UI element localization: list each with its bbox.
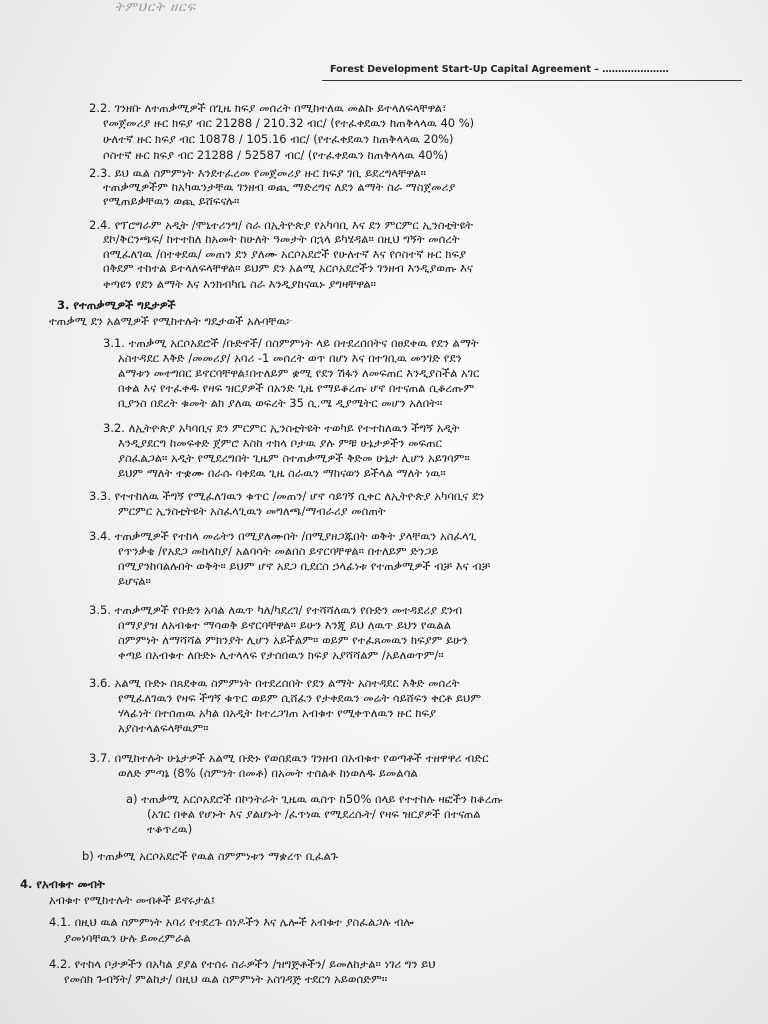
text-line: እንዲያደርግ ከመፍቀድ ጀምሮ እስከ ተክላ ቦታዉ ያሉ ምቹ ሁኔታዎችን መፍጠር	[118, 436, 443, 450]
text-line: የሚጠይቃቸዉን ወጪ ይሸፍናሉ።	[103, 194, 240, 208]
text-line: ደኮ/ቅርንጫፍ/ ከተተከለ ከአመት ከሁለት ዓመታት በኋላ ይካሄዳል። በዚህ ግኝት መሰረት	[103, 232, 460, 246]
text-line: 4. የአብቁተ መብት	[20, 877, 105, 891]
header-rule	[322, 80, 742, 81]
text-line: በቅደም ተከተል ይተላለፍላቸዋል። ይህም ደን አልሚ አርሶአደሮችን ገንዘብ እንዲያወጡ እና	[103, 261, 474, 275]
text-line: ቀጣዩን የደን ልማት እና እንክብካቤ ስራ እንዲያከናዉኑ ያግዛቸዋል።	[103, 277, 377, 291]
text-line: አስተዳደር እቅድ /መመሪያ/ አባሪ -1 መሰረት ወጥ በሆነ እና በተገቢዉ መንገድ የደን	[118, 351, 462, 365]
text-line: በማያያዝ ለአብቁተ ማሳወቅ ይኖርባቸዋል። ይሁን እንጂ ይህ ለዉጥ ይህን የዉልል	[118, 618, 452, 632]
text-line: a) ተጠቃሚ አርሶአደሮች በኮንትራት ጊዜዉ ዉስጥ ከ50% በላይ የተተከሉ ዛፎችን ከቆረጡ	[126, 792, 503, 806]
handwritten-scribble: ትምህርት ዘርፍ	[115, 0, 197, 15]
text-line: 4.1. በዚህ ዉል ስምምነት አባሪ የተደረጉ ሰነዶችን እና ሌሎች አብቁተ ያስፈልጋሉ ብሎ	[49, 915, 414, 929]
text-line: ቀጣይ በአብቁተ ለቡድኑ ሊተላላፍ የታሰበዉን ክፍያ አያሻሻልም /አይለወጥም/።	[118, 648, 444, 662]
text-line: 4.2. የተከላ ቦታዎችን በአካል ያያል የተሰሩ ስራዎችን /ዝግጅቶችን/ ይመለከታል። ነገሪ ግን ይህ	[49, 957, 436, 971]
text-line: 3. የተጠቃሚዎች ግዴታዎች	[57, 298, 176, 312]
text-line: ተጠቃሚዎችም ከአካዉንታቸዉ ገንዘብ ወጪ ማድረግና ለደን ልማት ስራ ማስጀመሪያ	[103, 180, 456, 194]
text-line: በቀል እና የተፈቀዱ የዛፍ ዝርያዎች በአንድ ጊዜ የማይቆረጡ ሆኖ በተናጠል ሲቆረጡም	[118, 381, 475, 395]
text-line: የመጀመሪያ ዙር ክፍያ ብር 21288 / 210.32 ብር/ (የተፈቀደዉን ከጠቅላላዉ 40 %)	[103, 116, 475, 130]
text-line: 3.2. ለኢትዮጵያ አካባቢና ደን ምርምር ኢንስቲትዩት ተወካይ የተተከለዉን ችግኝ አዲት	[103, 421, 460, 435]
text-line: ወለድ ምጣኔ (8% (ስምንት በመቶ) በአመት ተሰልቶ ከነወለዱ ይመልሳል	[118, 766, 418, 780]
page-header: Forest Development Start-Up Capital Agreement – …………………	[330, 64, 669, 75]
text-line: የሚፈለገዉን የዛፍ ችግኝ ቁጥር ወይም ሲሸፈን የታቀደዉን መሬት ሳይሸፍን ቀርቶ ይህም	[118, 691, 482, 705]
text-line: ልማቱን መተግበር ይኖርባቸዋል፤በተለይም ቋሚ የደን ሽፋን ለመፍጠር እንዲያስችል አገር	[118, 366, 480, 380]
text-line: (አገር በቀል የሆኑት እና ያልሆኑት /ፈጥነዉ የሚደረሱት/ የዛፍ ዝርያዎች በተናጠል	[147, 807, 481, 821]
text-line: 3.3. የተተከለዉ ችግኝ የሚፈለገዉን ቁጥር /መጠን/ ሆኖ ሳይገኝ ሲቀር ለኢትዮጵያ አካባቢና ደን	[89, 489, 485, 503]
text-line: 3.4. ተጠቃሚዎች የተከላ መሬትን በሚያለሙበት /በሚያዘጋጁበት ወቅት ያላቸዉን አስፈላጊ	[89, 529, 477, 543]
text-line: 2.2. ገንዘቡ ለተጠቃሚዎች በጊዜ ክፍያ መሰረት በሚከተለዉ መልኩ ይተላለፍላቸዋል፣	[89, 101, 447, 115]
text-line: የመስክ ጉብኝት/ ምልከታ/ በዚህ ዉል ስምምነት አስገዳጅ ተደርጎ አይወሰድም።	[64, 972, 388, 986]
text-line: በሚፈለገዉ /በተቀደዉ/ መጠን ደን ያለሙ አርሶአደሮች የሁለተኛ እና የሶስተኛ ዙር ክፍያ	[103, 247, 467, 261]
text-line: 3.7. በሚከተሉት ሁኔታዎች አልሚ ቡድኑ የወሰደዉን ገንዘብ በአብቁተ የወጣቶች ተዘዋዋሪ ብድር	[89, 751, 489, 765]
text-line: ያስፈልጋል። አዲት የሚደረግበት ጊዜም ስተጠቃሚዎች ቅድመ ሁኔታ ሊሆን አይገባም።	[118, 451, 470, 465]
text-line: ስምምነት ለማሻሻል ምክንያት ሊሆን አይችልም። ወይም የተፈጸመዉን ክፍያም ይሁን	[118, 633, 468, 647]
text-line: 3.1. ተጠቃሚ አርሶአደሮች /ቡድኖች/ በስምምነት ላይ በተደረሰበትና በፀደቀዉ የደን ልማት	[103, 336, 479, 350]
text-line: ምርምር ኢንስቲትዩት አስፈላጊዉን መግለጫ/ማብራሪያ መስጠት	[118, 504, 386, 518]
text-line: ተጠቃሚ ደን አልሚዎች የሚከተሉት ግዴታወች አሉባቸዉ፦	[49, 314, 293, 328]
text-line: 3.5. ተጠቃሚዎች የቡድን አባል ለዉጥ ካለ/ካደረገ/ የተሻሻለዉን የቡድን መተዳደሪያ ደንብ	[89, 603, 463, 617]
text-line: ይሆናል።	[118, 574, 151, 588]
text-line: 3.6. አልሚ ቡድኑ በጸደቀዉ ስምምነት በተደረሰበት የደን ልማት አስተዳደር እቅድ መሰረት	[89, 676, 460, 690]
text-line: ተቆጥረዉ)	[147, 822, 193, 836]
text-line: ቢያንስ በደረት ቁመት ልክ ያለዉ ወፍረት 35 ሲ.ሜ ዲያሜትር መሆን አለበት።	[118, 396, 443, 410]
text-line: የጥንቃቄ /የአደጋ መከላከያ/ አልባሳት መልበስ ይኖርባቸዋል። በተለይም ድንጋይ	[118, 544, 439, 558]
text-line: b) ተጠቃሚ አርሶአደሮች የዉል ስምምነቱን ማቋረጥ ቢፈልጉ	[82, 849, 338, 863]
text-line: ያመነባቸዉን ሁሉ ይመረምራል	[64, 931, 191, 945]
text-line: ይህም ማለት ተቋሙ በራሱ ባቀደዉ ጊዜ ስራዉን ማከናወን ይችላል ማለት ነዉ።	[118, 466, 446, 480]
text-line: አብቁተ የሚከተሉት መብቶች ይኖሩታል፤	[49, 893, 216, 907]
text-line: ሁለተኛ ዙር ክፍያ ብር 10878 / 105.16 ብር/ (የተፈቀደዉን ከጠቅላላዉ 20%)	[103, 132, 454, 146]
text-line: 2.3. ይህ ዉል ስምምነት እንደተፈረመ የመጀመሪያ ዙር ክፍያ ገቢ ይደረግላቸዋል።	[89, 166, 426, 180]
text-line: ሶስተኛ ዙር ክፍያ ብር 21288 / 52587 ብር/ (የተፈቀደዉን ከጠቅላላዉ 40%)	[103, 148, 449, 162]
text-line: ሃላፊነት በተሰጠዉ አካል በአዲት ከተረጋገጠ አብቁተ የሚቀጥለዉን ዙር ክፍያ	[118, 706, 436, 720]
text-line: 2.4. የፕሮግራም አዲት /ሞኒተሪንግ/ ስራ በኢትዮጵያ የአካባቢ እና ደን ምርምር ኢንስቲትዩት	[89, 218, 473, 232]
text-line: አያስተላልፍላቸዉም።	[118, 721, 209, 735]
text-line: በሚያንከባልሉበት ወቅት። ይህም ሆኖ አደጋ ቢደርስ ኃላፊነቱ የተጠቃሚዎች ብቻ እና ብቻ	[118, 559, 491, 573]
